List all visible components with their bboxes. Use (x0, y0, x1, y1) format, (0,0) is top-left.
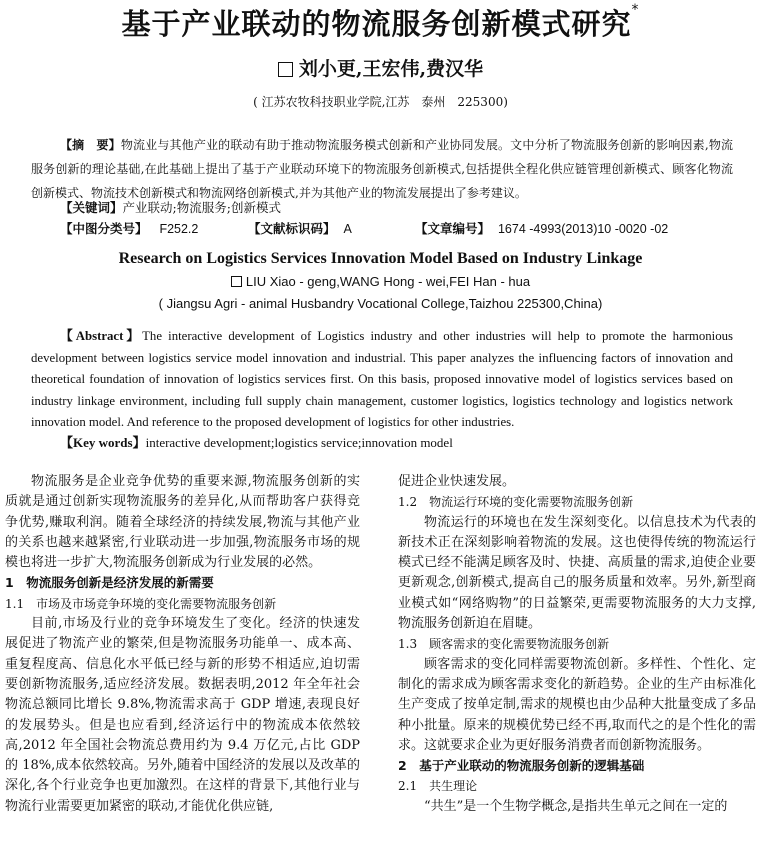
classification (60, 219, 198, 237)
english-authors: LIU Xiao - geng,WANG Hong - wei,FEI Han - hua (245, 274, 531, 289)
english-keywords (60, 432, 453, 451)
zh-abstract (31, 133, 733, 205)
article-no (415, 219, 668, 237)
zh-keywords (60, 198, 281, 216)
author-line (0, 54, 761, 81)
zh-abstract-text: 物流业与其他产业的联动有助于推动物流服务模式创新和产业协同发展。文中分析了物流服务创新的影响因素,物流服务创新的理论基础,在此基础上提出了基于产业联动环境下的物流服务创新模式,包括提供全程化供应链管理创新模式、顾客化物流创新模式、物流技术创新模式和物流网络创新模式,并为其他产业的物流发展提出了参考建议。 (31, 138, 733, 200)
section-2-heading: 2 基于产业联动的物流服务创新的逻辑基础 (398, 758, 645, 774)
doc-code-value: A (343, 222, 352, 236)
english-author-box-icon (231, 276, 242, 287)
section-1-heading: 1 物流服务创新是经济发展的新需要 (5, 575, 214, 591)
english-keywords-label: 【Key words】 (60, 435, 146, 450)
doc-code-label: 【文献标识码】 (248, 221, 336, 236)
zh-keywords-label: 【关键词】 (60, 200, 123, 215)
english-author-line (0, 274, 761, 289)
continued-paragraph: 促进企业快速发展。 (398, 474, 516, 489)
english-keywords-text: interactive development;logistics service;innovation model (145, 435, 453, 450)
section-2-1-heading: 2.1 共生理论 (398, 779, 478, 794)
section-1-3-paragraph: 顾客需求的变化同样需要物流创新。多样性、个性化、定制化的需求成为顾客需求变化的新趋势。企业的生产由标准化生产变成了按单定制,需求的规模也由少品种大批量变成了多品种小批量。原来的规模优势已经不再,取而代之的是个性化的需求。这就要求企业为更好服务消费者而创新物流服务。 (398, 656, 756, 753)
paper-title: 基于产业联动的物流服务创新模式研究* (121, 2, 640, 41)
title-footnote-mark: * (631, 2, 640, 18)
section-1-2-heading: 1.2 物流运行环境的变化需要物流服务创新 (398, 495, 634, 510)
english-abstract-text: The interactive development of Logistics industry and other industries will help to promote the harmonious development between logistics service model innovation and industrial. This paper analyzes the influencing factors of innovation and theoretical foundation of innovation of logistics services first. On this basis, proposed innovative model of logistics services based on industry linkage environment, including full supply chain management, customer logistics, logistics technology and logistics network innovation model. And reference to the proposed development of logistics for other industries. (31, 329, 734, 430)
english-abstract-label: 【Abstract】 (60, 329, 143, 343)
section-1-3-heading: 1.3 顾客需求的变化需要物流服务创新 (398, 637, 610, 652)
article-no-label: 【文章编号】 (415, 221, 491, 236)
zh-abstract-label: 【摘 要】 (60, 138, 121, 152)
intro-paragraph: 物流服务是企业竞争优势的重要来源,物流服务创新的实质就是通过创新实现物流服务的差异化,从而帮助客户获得竞争优势,赚取利润。随着全球经济的持续发展,物流与其他产业的关系也越来越紧密,行业联动进一步加强,物流服务市场的规模也将进一步扩大,物流服务创新成为行业发展的必然。 (5, 474, 360, 571)
classification-value: F252.2 (159, 222, 199, 236)
article-no-value: 1674 -4993(2013)10 -0020 -02 (497, 222, 669, 236)
english-abstract (31, 326, 733, 434)
body-right-column (398, 472, 756, 817)
section-1-2-paragraph: 物流运行的环境也在发生深刻变化。以信息技术为代表的新技术正在深刻影响着物流的发展。这也使得传统的物流运行模式已经不能满足顾客及时、快捷、高质量的需求,迫使企业要更新观念,创新模式,提高自己的服务质量和效率。另外,新型商业模式如“网络购物”的日益繁荣,更需要物流服务的大力支撑,物流服务创新迫在眉睫。 (398, 514, 756, 632)
classification-label: 【中图分类号】 (60, 221, 148, 236)
section-1-1-heading: 1.1 市场及市场竞争环境的变化需要物流服务创新 (5, 596, 277, 611)
english-affiliation: ( Jiangsu Agri - animal Husbandry Vocational College,Taizhou 225300,China) (158, 296, 603, 311)
doc-code (248, 219, 352, 237)
authors: 刘小更,王宏伟,费汉华 (298, 58, 484, 80)
author-box-icon (278, 62, 293, 77)
affiliation: ( 江苏农牧科技职业学院,江苏 泰州 225300) (253, 95, 508, 109)
zh-keywords-text: 产业联动;物流服务;创新模式 (122, 200, 281, 215)
section-2-1-paragraph: “共生”是一个生物学概念,是指共生单元之间在一定的 (424, 798, 728, 814)
english-title: Research on Logistics Services Innovation Model Based on Industry Linkage (118, 250, 643, 267)
body-left-column (5, 472, 360, 817)
section-1-1-paragraph: 目前,市场及行业的竞争环境发生了变化。经济的快速发展促进了物流产业的繁荣,但是物流服务功能单一、成本高、重复程度高、信息化水平低已经与新的形势不相适应,迫切需要创新物流服务,适应经济发展。数据表明,2012 年全年社会物流总额同比增长 9.8%,物流需求高于 GDP 增速,表现良好的发展势头。但是也应看到,经济运行中的物流成本依然较高,2012 年全国社会物流总费用约为 9.4 万亿元,占比 GDP 的 18%,成本依然较高。另外,随着中国经济的发展以及改革的深化,各个行业竞争也更加激烈。在这样的背景下,其他行业与物流行业需要更加紧密的联动,才能优化供应链, (5, 616, 360, 814)
